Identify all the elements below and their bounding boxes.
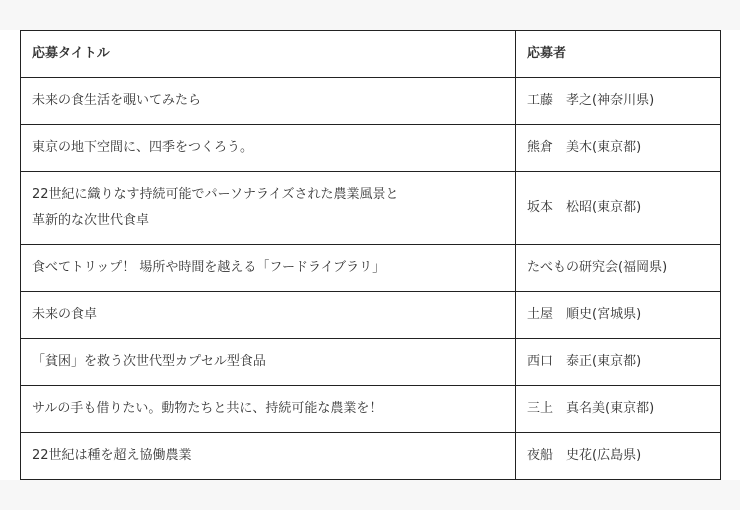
entry-title bbox=[21, 245, 516, 292]
entry-applicant: 西口 泰正(東京都) bbox=[516, 339, 721, 386]
table-row bbox=[21, 339, 721, 386]
entry-applicant: 熊倉 美木(東京都) bbox=[516, 125, 721, 172]
entry-applicant: たべもの研究会(福岡県) bbox=[516, 245, 721, 292]
entry-title bbox=[21, 339, 516, 386]
entry-applicant: 三上 真名美(東京都) bbox=[516, 386, 721, 433]
table-row bbox=[21, 433, 721, 480]
entry-title-line: サルの手も借りたい。動物たちと共に、持続可能な農業を！ bbox=[32, 401, 383, 416]
entry-applicant: 土屋 順史(宮城県) bbox=[516, 292, 721, 339]
table-row bbox=[21, 386, 721, 433]
entry-title-line: 22世紀に織りなす持続可能でパーソナライズされた農業風景と bbox=[32, 187, 399, 202]
entry-title-line: 革新的な次世代食卓 bbox=[32, 213, 150, 228]
entry-title-line: 未来の食卓 bbox=[32, 307, 98, 322]
entry-title bbox=[21, 386, 516, 433]
entry-applicant: 坂本 松昭(東京都) bbox=[516, 172, 721, 245]
entry-title bbox=[21, 292, 516, 339]
entry-title-line: 22世紀は種を超え協働農業 bbox=[32, 448, 192, 463]
entry-title-line: 東京の地下空間に、四季をつくろう。 bbox=[32, 140, 254, 155]
table-row bbox=[21, 292, 721, 339]
entry-title-line: 「貧困」を救う次世代型カプセル型食品 bbox=[32, 354, 266, 369]
entry-title bbox=[21, 433, 516, 480]
entry-title bbox=[21, 172, 516, 245]
entry-applicant: 工藤 孝之(神奈川県) bbox=[516, 78, 721, 125]
table-row bbox=[21, 125, 721, 172]
entry-title-line: 未来の食生活を覗いてみたら bbox=[32, 93, 202, 108]
header-title: 応募タイトル bbox=[21, 31, 516, 78]
entries-table bbox=[20, 30, 721, 480]
entry-applicant: 夜船 史花(広島県) bbox=[516, 433, 721, 480]
header-applicant: 応募者 bbox=[516, 31, 721, 78]
table-row bbox=[21, 245, 721, 292]
header-row bbox=[21, 31, 721, 78]
entry-title bbox=[21, 78, 516, 125]
table-row bbox=[21, 78, 721, 125]
entry-title-line: 食べてトリップ！ 場所や時間を越える「フードライブラリ」 bbox=[32, 260, 386, 275]
table-row bbox=[21, 172, 721, 245]
entry-title bbox=[21, 125, 516, 172]
